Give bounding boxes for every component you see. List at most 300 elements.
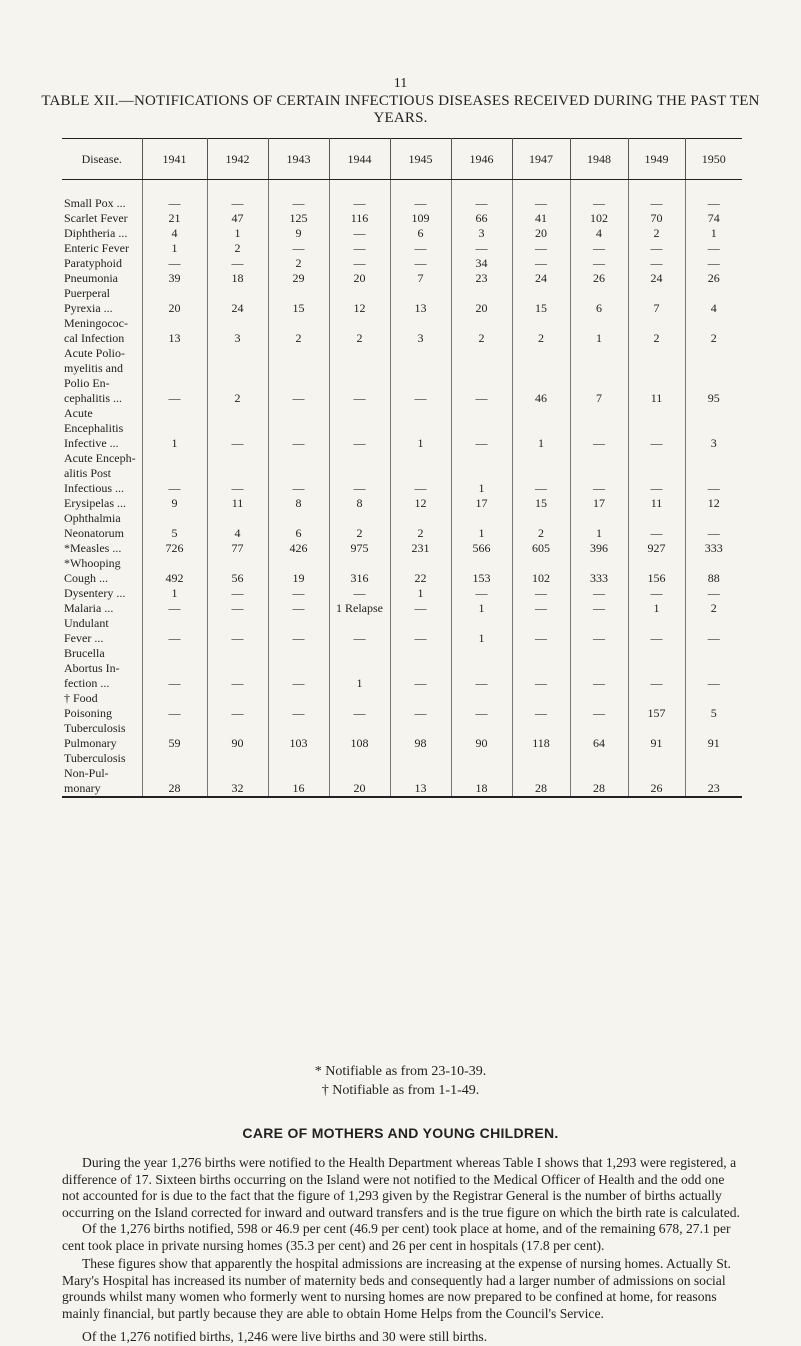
- cell-value: 7: [390, 271, 451, 286]
- cell-value: —: [570, 180, 628, 212]
- cell-value: —: [570, 256, 628, 271]
- header-year: 1941: [142, 139, 207, 180]
- cell-value: —: [390, 256, 451, 271]
- header-year: 1944: [329, 139, 390, 180]
- cell-value: —: [707, 586, 720, 600]
- cell-value: —: [329, 451, 390, 496]
- disease-name-line: Polio En-: [64, 376, 110, 390]
- cell-value: 9: [142, 496, 207, 511]
- cell-value: 91: [707, 736, 720, 750]
- page-number: 11: [393, 76, 408, 91]
- cell-value: 20: [329, 751, 390, 797]
- cell-value: 88: [707, 571, 720, 585]
- disease-name-line: Malaria ...: [64, 601, 114, 615]
- cell-value: 2: [628, 226, 685, 241]
- cell-value: 4: [207, 511, 268, 541]
- disease-name: [62, 406, 142, 451]
- cell-value: 22: [390, 556, 451, 586]
- cell-value: —: [628, 256, 685, 271]
- cell-value: 90: [207, 721, 268, 751]
- cell-value: 157: [628, 691, 685, 721]
- cell-value: —: [512, 451, 570, 496]
- cell-value: 59: [142, 721, 207, 751]
- cell-value: —: [512, 616, 570, 646]
- cell-value: 2: [268, 316, 329, 346]
- cell-value: —: [207, 646, 268, 691]
- cell-value: 11: [628, 346, 685, 406]
- disease-name-line: fection ...: [64, 676, 110, 690]
- table-row: [62, 646, 742, 691]
- table-row: [62, 271, 742, 286]
- cell-value: 108: [329, 721, 390, 751]
- cell-value: 56: [207, 556, 268, 586]
- disease-name-line: Erysipelas ...: [64, 496, 126, 510]
- cell-value: 396: [570, 541, 628, 556]
- cell-value: —: [268, 616, 329, 646]
- cell-value: 24: [512, 271, 570, 286]
- cell-value: 34: [451, 256, 512, 271]
- cell-value: —: [570, 451, 628, 496]
- cell-value: 316: [329, 556, 390, 586]
- cell-value: 3: [710, 436, 717, 450]
- header-year: 1943: [268, 139, 329, 180]
- disease-name: [62, 511, 142, 541]
- header-year: 1949: [628, 139, 685, 180]
- cell-value: —: [628, 241, 685, 256]
- cell-value: 231: [390, 541, 451, 556]
- header-year: 1945: [390, 139, 451, 180]
- cell-value: 11: [207, 496, 268, 511]
- cell-value: 47: [207, 211, 268, 226]
- cell-value: 2: [207, 346, 268, 406]
- cell-value: —: [707, 241, 720, 255]
- cell-value: —: [570, 616, 628, 646]
- disease-name-line: Scarlet Fever: [64, 211, 128, 225]
- cell-value: —: [707, 481, 720, 495]
- disease-name-line: Brucella: [64, 646, 105, 660]
- cell-value: 5: [142, 511, 207, 541]
- cell-value: 46: [512, 346, 570, 406]
- cell-value: 15: [512, 286, 570, 316]
- table-title: TABLE XII.—NOTIFICATIONS OF CERTAIN INFECTIOUS DISEASES RECEIVED DURING THE PAST TEN YEARS.: [41, 93, 760, 126]
- cell-value: 7: [628, 286, 685, 316]
- cell-value: 95: [707, 391, 720, 405]
- cell-value: 12: [707, 496, 720, 510]
- cell-value: 4: [142, 226, 207, 241]
- disease-name-line: Meningococ-: [64, 316, 128, 330]
- cell-value: 18: [207, 271, 268, 286]
- cell-value: 118: [512, 721, 570, 751]
- disease-name-line: *Measles ...: [64, 541, 122, 555]
- table-row: [62, 346, 742, 406]
- cell-value: —: [451, 241, 512, 256]
- cell-value: 726: [142, 541, 207, 556]
- cell-value: 90: [451, 721, 512, 751]
- header-year: 1946: [451, 139, 512, 180]
- disease-name-line: Ophthalmia: [64, 511, 121, 525]
- cell-value: 16: [268, 751, 329, 797]
- cell-value: —: [390, 616, 451, 646]
- cell-value: —: [707, 196, 720, 210]
- cell-value: —: [207, 180, 268, 212]
- cell-value: 28: [142, 751, 207, 797]
- cell-value: —: [451, 406, 512, 451]
- table-row: [62, 511, 742, 541]
- disease-name: [62, 316, 142, 346]
- disease-name-line: Non-Pul-: [64, 766, 109, 780]
- disease-name-line: Enteric Fever: [64, 241, 129, 255]
- cell-value: —: [142, 256, 207, 271]
- cell-value: 23: [685, 751, 742, 797]
- disease-name-line: Tuberculosis: [64, 721, 126, 735]
- cell-value: 2: [512, 511, 570, 541]
- cell-value: —: [268, 406, 329, 451]
- cell-value: 1: [451, 616, 512, 646]
- notifications-table: [62, 138, 742, 798]
- cell-value: —: [390, 646, 451, 691]
- disease-name-line: Acute Polio-: [64, 346, 125, 360]
- cell-value: 17: [451, 496, 512, 511]
- cell-value: —: [329, 616, 390, 646]
- cell-value: 102: [570, 211, 628, 226]
- disease-name-line: alitis Post: [64, 466, 112, 480]
- cell-value: 12: [390, 496, 451, 511]
- footnotes: [0, 1062, 801, 1100]
- cell-value: 125: [268, 211, 329, 226]
- cell-value: 11: [628, 496, 685, 511]
- cell-value: —: [329, 406, 390, 451]
- disease-name: [62, 286, 142, 316]
- disease-name-line: Fever ...: [64, 631, 104, 645]
- table-row: [62, 601, 742, 616]
- table-row: [62, 541, 742, 556]
- cell-value: 2: [268, 256, 329, 271]
- cell-value: —: [512, 256, 570, 271]
- cell-value: —: [329, 586, 390, 601]
- cell-value: 1: [570, 511, 628, 541]
- disease-name-line: monary: [64, 781, 101, 795]
- cell-value: —: [570, 406, 628, 451]
- cell-value: 1: [570, 316, 628, 346]
- cell-value: 18: [451, 751, 512, 797]
- cell-value: —: [628, 511, 685, 541]
- disease-name: [62, 256, 142, 271]
- disease-name: [62, 211, 142, 226]
- paragraph-births-notified: During the year 1,276 births were notified to the Health Department whereas Table I shows that 1,293 were registered, a difference of 17. Sixteen births occurring on the Island were not notified to the Medical Officer of Health and the odd one not accounted for is due to the fact that the figure of 1,293 given by the Registrar General is the number of births actually occurring on the Island corrected for inward and outward transfers and is the true figure on which the birth rate is calculated.: [62, 1155, 740, 1220]
- cell-value: 2: [451, 316, 512, 346]
- cell-value: —: [268, 346, 329, 406]
- cell-value: —: [268, 180, 329, 212]
- disease-name-line: Poisoning: [64, 706, 113, 720]
- cell-value: —: [142, 646, 207, 691]
- disease-name: [62, 541, 142, 556]
- cell-value: —: [329, 691, 390, 721]
- cell-value: 15: [268, 286, 329, 316]
- cell-value: 66: [451, 211, 512, 226]
- cell-value: 566: [451, 541, 512, 556]
- disease-name-line: Undulant: [64, 616, 109, 630]
- paragraph-live-births: Of the 1,276 notified births, 1,246 were live births and 30 were still births.: [82, 1329, 488, 1344]
- cell-value: 24: [207, 286, 268, 316]
- cell-value: —: [142, 601, 207, 616]
- header-disease: Disease.: [62, 139, 142, 180]
- cell-value: —: [207, 256, 268, 271]
- cell-value: —: [451, 346, 512, 406]
- cell-value: —: [512, 180, 570, 212]
- cell-value: 20: [329, 271, 390, 286]
- cell-value: —: [329, 180, 390, 212]
- disease-name-line: Diphtheria ...: [64, 226, 128, 240]
- cell-value: 116: [329, 211, 390, 226]
- cell-value: —: [268, 601, 329, 616]
- table-row: [62, 180, 742, 212]
- disease-name-line: Pyrexia ...: [64, 301, 113, 315]
- cell-value: —: [570, 646, 628, 691]
- cell-value: 6: [390, 226, 451, 241]
- disease-name-line: Acute Enceph-: [64, 451, 136, 465]
- paragraph-hospital-admissions: These figures show that apparently the hospital admissions are increasing at the expense of nursing homes. Actually St. Mary's Hospital has increased its number of maternity beds and consequently had a larger number of admissions on social grounds whilst many women who formerly went to nursing homes are now prepared to be confined at home, for reasons mainly financial, but partly because they are able to obtain Home Helps from the Council's Service.: [62, 1256, 731, 1321]
- cell-value: —: [707, 676, 720, 690]
- cell-value: —: [142, 346, 207, 406]
- cell-value: —: [390, 180, 451, 212]
- cell-value: —: [142, 451, 207, 496]
- cell-value: —: [268, 451, 329, 496]
- disease-name-line: Small Pox ...: [64, 196, 126, 210]
- cell-value: 98: [390, 721, 451, 751]
- cell-value: —: [707, 256, 720, 270]
- disease-name-line: † Food: [64, 691, 98, 705]
- cell-value: 12: [329, 286, 390, 316]
- cell-value: 2: [710, 601, 717, 615]
- cell-value: 15: [512, 496, 570, 511]
- disease-name: [62, 556, 142, 586]
- cell-value: —: [512, 691, 570, 721]
- cell-value: 41: [512, 211, 570, 226]
- disease-name: [62, 241, 142, 256]
- cell-value: —: [268, 241, 329, 256]
- cell-value: —: [329, 256, 390, 271]
- cell-value: —: [142, 616, 207, 646]
- cell-value: —: [451, 586, 512, 601]
- disease-name-line: Infective ...: [64, 436, 119, 450]
- cell-value: —: [570, 691, 628, 721]
- cell-value: —: [390, 241, 451, 256]
- cell-value: 333: [570, 556, 628, 586]
- cell-value: 20: [451, 286, 512, 316]
- table-row: [62, 211, 742, 226]
- cell-value: —: [329, 346, 390, 406]
- cell-value: —: [207, 406, 268, 451]
- cell-value: 17: [570, 496, 628, 511]
- cell-value: —: [570, 586, 628, 601]
- cell-value: 77: [207, 541, 268, 556]
- cell-value: 70: [628, 211, 685, 226]
- cell-value: —: [570, 601, 628, 616]
- cell-value: —: [451, 646, 512, 691]
- cell-value: 2: [207, 241, 268, 256]
- cell-value: —: [628, 406, 685, 451]
- table-row: [62, 556, 742, 586]
- cell-value: 8: [268, 496, 329, 511]
- cell-value: 23: [451, 271, 512, 286]
- disease-name: [62, 601, 142, 616]
- cell-value: —: [207, 601, 268, 616]
- cell-value: 29: [268, 271, 329, 286]
- cell-value: —: [142, 691, 207, 721]
- section-heading: CARE OF MOTHERS AND YOUNG CHILDREN.: [242, 1125, 559, 1141]
- cell-value: 28: [512, 751, 570, 797]
- cell-value: —: [628, 180, 685, 212]
- cell-value: 426: [268, 541, 329, 556]
- cell-value: 1 Relapse: [329, 601, 390, 616]
- cell-value: 605: [512, 541, 570, 556]
- cell-value: 1: [390, 406, 451, 451]
- table-row: [62, 616, 742, 646]
- cell-value: 1: [451, 451, 512, 496]
- cell-value: 1: [207, 226, 268, 241]
- cell-value: —: [268, 586, 329, 601]
- disease-name-line: Acute: [64, 406, 93, 420]
- cell-value: 103: [268, 721, 329, 751]
- cell-value: 6: [570, 286, 628, 316]
- table-row: [62, 751, 742, 797]
- disease-name-line: cephalitis ...: [64, 391, 122, 405]
- cell-value: 21: [142, 211, 207, 226]
- cell-value: 13: [142, 316, 207, 346]
- cell-value: 1: [628, 601, 685, 616]
- table-row: [62, 586, 742, 601]
- table-row: [62, 286, 742, 316]
- cell-value: 39: [142, 271, 207, 286]
- cell-value: 5: [710, 706, 717, 720]
- cell-value: 9: [268, 226, 329, 241]
- cell-value: —: [207, 586, 268, 601]
- cell-value: 2: [329, 511, 390, 541]
- cell-value: 3: [207, 316, 268, 346]
- cell-value: 32: [207, 751, 268, 797]
- disease-name: [62, 451, 142, 496]
- cell-value: 492: [142, 556, 207, 586]
- disease-name-line: Puerperal: [64, 286, 110, 300]
- disease-name-line: Dysentery ...: [64, 586, 126, 600]
- disease-name: [62, 271, 142, 286]
- disease-name-line: myelitis and: [64, 361, 123, 375]
- cell-value: 1: [329, 646, 390, 691]
- cell-value: 1: [512, 406, 570, 451]
- cell-value: 1: [142, 241, 207, 256]
- cell-value: 91: [628, 721, 685, 751]
- cell-value: 3: [451, 226, 512, 241]
- cell-value: 927: [628, 541, 685, 556]
- cell-value: 8: [329, 496, 390, 511]
- cell-value: —: [390, 346, 451, 406]
- disease-name-line: Pulmonary: [64, 736, 117, 750]
- cell-value: 24: [628, 271, 685, 286]
- table-row: [62, 451, 742, 496]
- disease-name-line: Abortus In-: [64, 661, 120, 675]
- cell-value: —: [570, 241, 628, 256]
- cell-value: —: [390, 691, 451, 721]
- cell-value: —: [329, 241, 390, 256]
- disease-name: [62, 180, 142, 212]
- disease-name-line: Tuberculosis: [64, 751, 126, 765]
- cell-value: 20: [142, 286, 207, 316]
- cell-value: 975: [329, 541, 390, 556]
- disease-name-line: Infectious ...: [64, 481, 124, 495]
- cell-value: 2: [329, 316, 390, 346]
- table-row: [62, 691, 742, 721]
- cell-value: 4: [710, 301, 717, 315]
- header-year: 1942: [207, 139, 268, 180]
- cell-value: 64: [570, 721, 628, 751]
- cell-value: —: [512, 586, 570, 601]
- cell-value: —: [390, 451, 451, 496]
- cell-value: —: [390, 601, 451, 616]
- cell-value: 2: [710, 331, 717, 345]
- cell-value: 333: [704, 541, 723, 555]
- cell-value: 3: [390, 316, 451, 346]
- disease-name-line: Pneumonia: [64, 271, 118, 285]
- cell-value: 156: [628, 556, 685, 586]
- cell-value: —: [329, 226, 390, 241]
- cell-value: —: [268, 646, 329, 691]
- cell-value: 28: [570, 751, 628, 797]
- cell-value: 153: [451, 556, 512, 586]
- cell-value: 13: [390, 286, 451, 316]
- disease-name-line: Paratyphoid: [64, 256, 122, 270]
- cell-value: 26: [570, 271, 628, 286]
- cell-value: —: [512, 241, 570, 256]
- disease-name: [62, 751, 142, 797]
- disease-name: [62, 721, 142, 751]
- cell-value: 4: [570, 226, 628, 241]
- cell-value: 13: [390, 751, 451, 797]
- disease-name: [62, 646, 142, 691]
- disease-name: [62, 346, 142, 406]
- cell-value: 2: [628, 316, 685, 346]
- cell-value: —: [628, 616, 685, 646]
- cell-value: —: [628, 586, 685, 601]
- disease-name: [62, 226, 142, 241]
- disease-name-line: cal Infection: [64, 331, 125, 345]
- cell-value: 1: [142, 586, 207, 601]
- header-year: 1947: [512, 139, 570, 180]
- cell-value: 1: [142, 406, 207, 451]
- header-year: 1948: [570, 139, 628, 180]
- cell-value: —: [628, 451, 685, 496]
- table-row: [62, 241, 742, 256]
- cell-value: —: [707, 526, 720, 540]
- table-row: [62, 496, 742, 511]
- table-row: [62, 406, 742, 451]
- cell-value: —: [707, 631, 720, 645]
- disease-name: [62, 586, 142, 601]
- cell-value: 26: [707, 271, 720, 285]
- table-row: [62, 226, 742, 241]
- paragraph-home-births: Of the 1,276 births notified, 598 or 46.9 per cent (46.9 per cent) took place at home, and of the remaining 678, 27.1 per cent took place in private nursing homes (35.3 per cent) and 26 per cent in hospitals (17.8 per cent).: [62, 1221, 731, 1253]
- cell-value: 109: [390, 211, 451, 226]
- table-row: [62, 721, 742, 751]
- cell-value: 1: [390, 586, 451, 601]
- disease-name: [62, 496, 142, 511]
- disease-name-line: Encephalitis: [64, 421, 124, 435]
- cell-value: —: [268, 691, 329, 721]
- disease-name-line: *Whooping: [64, 556, 121, 570]
- cell-value: 6: [268, 511, 329, 541]
- footnote-measles: * Notifiable as from 23-10-39.: [314, 1064, 487, 1079]
- table-row: [62, 256, 742, 271]
- cell-value: 1: [710, 226, 717, 240]
